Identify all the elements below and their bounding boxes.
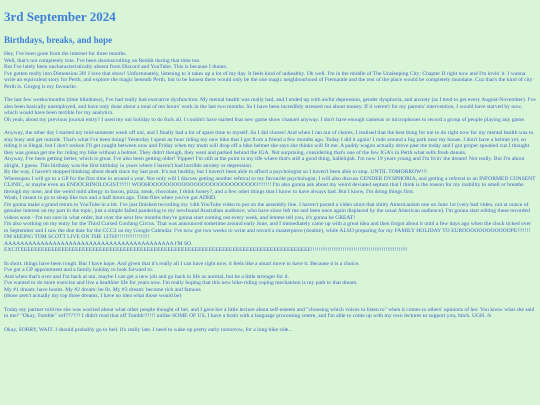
paragraph: I'm also working on my entry for the Third Cursed Confang Circus. That was announced sometime around early June, and I immediately came up with a great idea and then forgot about it until a few days ago when the clock ticked over to September and I saw the due date for the CCC3 on my Google Calendar. I've now got two weeks to write and record a masterpiece (double), while ALSO preparing for my FAMILY HOLIDAY TO EUROOOOOOOOOOOOPE!!!!!!! I'M SEEING TOM SCOTT LIVE ON THE 12TH!!!!!!!!!!!!!!!!!! bbox=[4, 221, 531, 240]
paragraph: I'm gonna make a grand return to YouTube in a bit. I've just finished recording my 14th YouTube video to put on the assembly line. I haven't posted a video since that shitty Americanism one on June 1st (very bad video, not at ounce of genuine interest on my part in the topic, just a simple failed pandering to my newfound Australian audience, who have since left me and been once again displaced by the usual American audience). I'm gonna start editing these recorded videos soon - I'm not sure in what order, but over the next few months they're gonna start coming out every week, and lemme tell you, it's gonna be GREAT! bbox=[4, 201, 530, 221]
paragraph: Hey, I've been gone from the internet for three months. bbox=[4, 51, 127, 57]
paragraph: And when that's over and I'm back at uni, maybe I can get a new job and go back to life as normal, but be a little stronger for it. bbox=[4, 273, 290, 280]
post-body bbox=[4, 51, 536, 333]
post-title: Birthdays, breaks, and hope bbox=[4, 35, 113, 45]
paragraph: Anyway, the other day I started my mid-semester week off uni, and I finally had a lot of spare time to myself. So I did chores! And when I ran out of chores, I realised that the best thing for me to do right now for my mental health was to stay busy and get outside. That's what I've been doing! Yesterday I spent an hour riding my new bike that I got from a friend a few months ago. Today I did it again! I rode around a big park near my house. I don't have a helmet yet, so riding it is illegal, but I don't reckon I'll get caught between now and Friday when my mum will drop off a bike helmet she says she thinks will fit me. A paddy wagon actually drove past me today and I got proper spooked cuz I thought they was gonna get me for riding my bike without a helmet. They didn't though, they went and parked behind the IGA. Not surprising, considering that's one of the few IGA's in Perth what sells fresh donuts. bbox=[4, 130, 534, 156]
paragraph: Oh yeah, about my previous journal entry? I used my uni holiday to do fuck all. I couldn't have started that new game show channel anyway. I don't have enough cameras or microphones to record a group of people playing any game. bbox=[4, 116, 526, 123]
paragraph: Okay, SORRY, WAIT. I should probably go to bed. It's really late. I need to wake up pretty early tomorrow, for a long bike ride... bbox=[4, 326, 293, 333]
post-date: 3rd September 2024 bbox=[4, 9, 116, 24]
paragraph: The last few weeks/months (time blindness), I've had really bad executive dysfunction. My mental health was really bad, and I ended up with awful depression, gender dysphoria, and anxiety (as I tend to get every August-November). I've also been basically unemployed, and have only done about a total of ten hours' work in the last two months. So I have been incredibly stressed out about money. If it weren't for my parents' intervention, I would have starved by now, which would have been terrible for my analytics. bbox=[4, 97, 536, 116]
paragraph: AAAAAAAAAAAAAAAAAAAAAAAAAAAAAAAAAAAAAAAAAA I'M SO EXCITEEEEEEEEEEEEEEEEEEEEEEEEEEEEEEEEEEEEEEEEEEEEEEEEEEEEEEEEEEEEEEEEEEEEEEEEEEEEEEEEEEEEE!!!!!!!!!!!!!!!!!!!!!!!!!!!!!!!!!!!!!!!!!!!!!!!!!!!! bbox=[4, 240, 408, 253]
paragraph: Well, that's not completely true. I've been doomscrolling on Reddit during that time too. bbox=[4, 57, 201, 64]
paragraph: Woah, I meant to go to sleep like two and a half hours ago. Time flies when you've got ADHD. bbox=[4, 195, 217, 201]
paragraph: (those aren't actually my top three dreams, I have no idea what those would be) bbox=[4, 293, 182, 299]
paragraph: By the way, I haven't stopped thinking about death since my last post. It's not healthy, but I haven't been able to afford a psychologist so I haven't been able to stop. UNTIL TOMORROW!!! bbox=[4, 169, 428, 175]
paragraph: In short, things have been rough. But I have hope. And given that it's really all I can have right now, it feels like a smart move to have it. Because it is a choice. bbox=[4, 260, 360, 267]
paragraph: Anyway, I've been getting better, which is great. I've also been getting older! Yippee! I'm still at the point in my life where that's still a good thing, hallelujah. I'm now 19 years young and I'm livin' the dream! Not really. But I'm about alright, I guess. This birthday was the first birthday in years where I haven't had horrible anxiety or depression. bbox=[4, 156, 525, 169]
paragraph: I've got a GP appointment and a family holiday to look forward to. bbox=[4, 267, 154, 273]
paragraph: But I've lately been uncharacteristically absent from Discord and YouTube. This is because I dunno. bbox=[4, 64, 228, 70]
paragraph: I've wanted to do more exercise and live a healthier life for years now. I'm really hoping that this new bike-riding coping mechanism is my path to that dream. bbox=[4, 280, 358, 286]
paragraph: I've gotten really into Dimension 20! I love that show! Unfortunately, listening to it takes up a lot of my day. It feels kind of unhealthy. Oh well. I'm in the middle of The Unsleeping City: Chapter II right now and I'm lovin' it. I wanna write an equivalent story for Perth, and explore the magic beneath Perth, but to be honest there would only be the one magic neighbourhood of Fremantle and the rest of the place would be completely mundane. Cuz that's the kind of city Perth is. Gorgeg is my favourite. bbox=[4, 70, 533, 90]
paragraph: My #1 dream: have boobs. My #2 dream: be fit. My #3 dream: become rich and famous bbox=[4, 286, 201, 293]
paragraph: Whereupon I will go to a GP for the first time in around a year. Not only will I discuss getting another referral to my favourite psychologist, I will also discuss GENDER DYSPHORIA, and getting a referral to an INFORMED CONSENT CLINIC, or maybe even an ENDOCRINOLOGIST!!!!!! WOOHOOOOOOOOOOOOOOOOOOOOOOOOOOO!!!!!!! I'm also gonna ask about my weird deviated septum that I think is the reason for my inability to smell or breathe through my nose, and the weird mild allergy to bacon, pizza, steak, chocolate, I think honey?, and a few other things that I know to have always had. But I know, I'm doing things first. bbox=[4, 175, 536, 195]
paragraph: Today my partner told me she was worried about what other people thought of her, and I gave her a little lecture about self-esteem and "choosing which voices to listen to" when it comes to others' opinions of her. You know what she said to me? "Okay, Tumble" wtf?????? I didn't read that off Tumblr!!!!!! unlike SOME OF US, I have a brain with a language processing centre, and I'm able to come up with my own lectures to support you, bitch. UGH. /h bbox=[4, 306, 535, 319]
